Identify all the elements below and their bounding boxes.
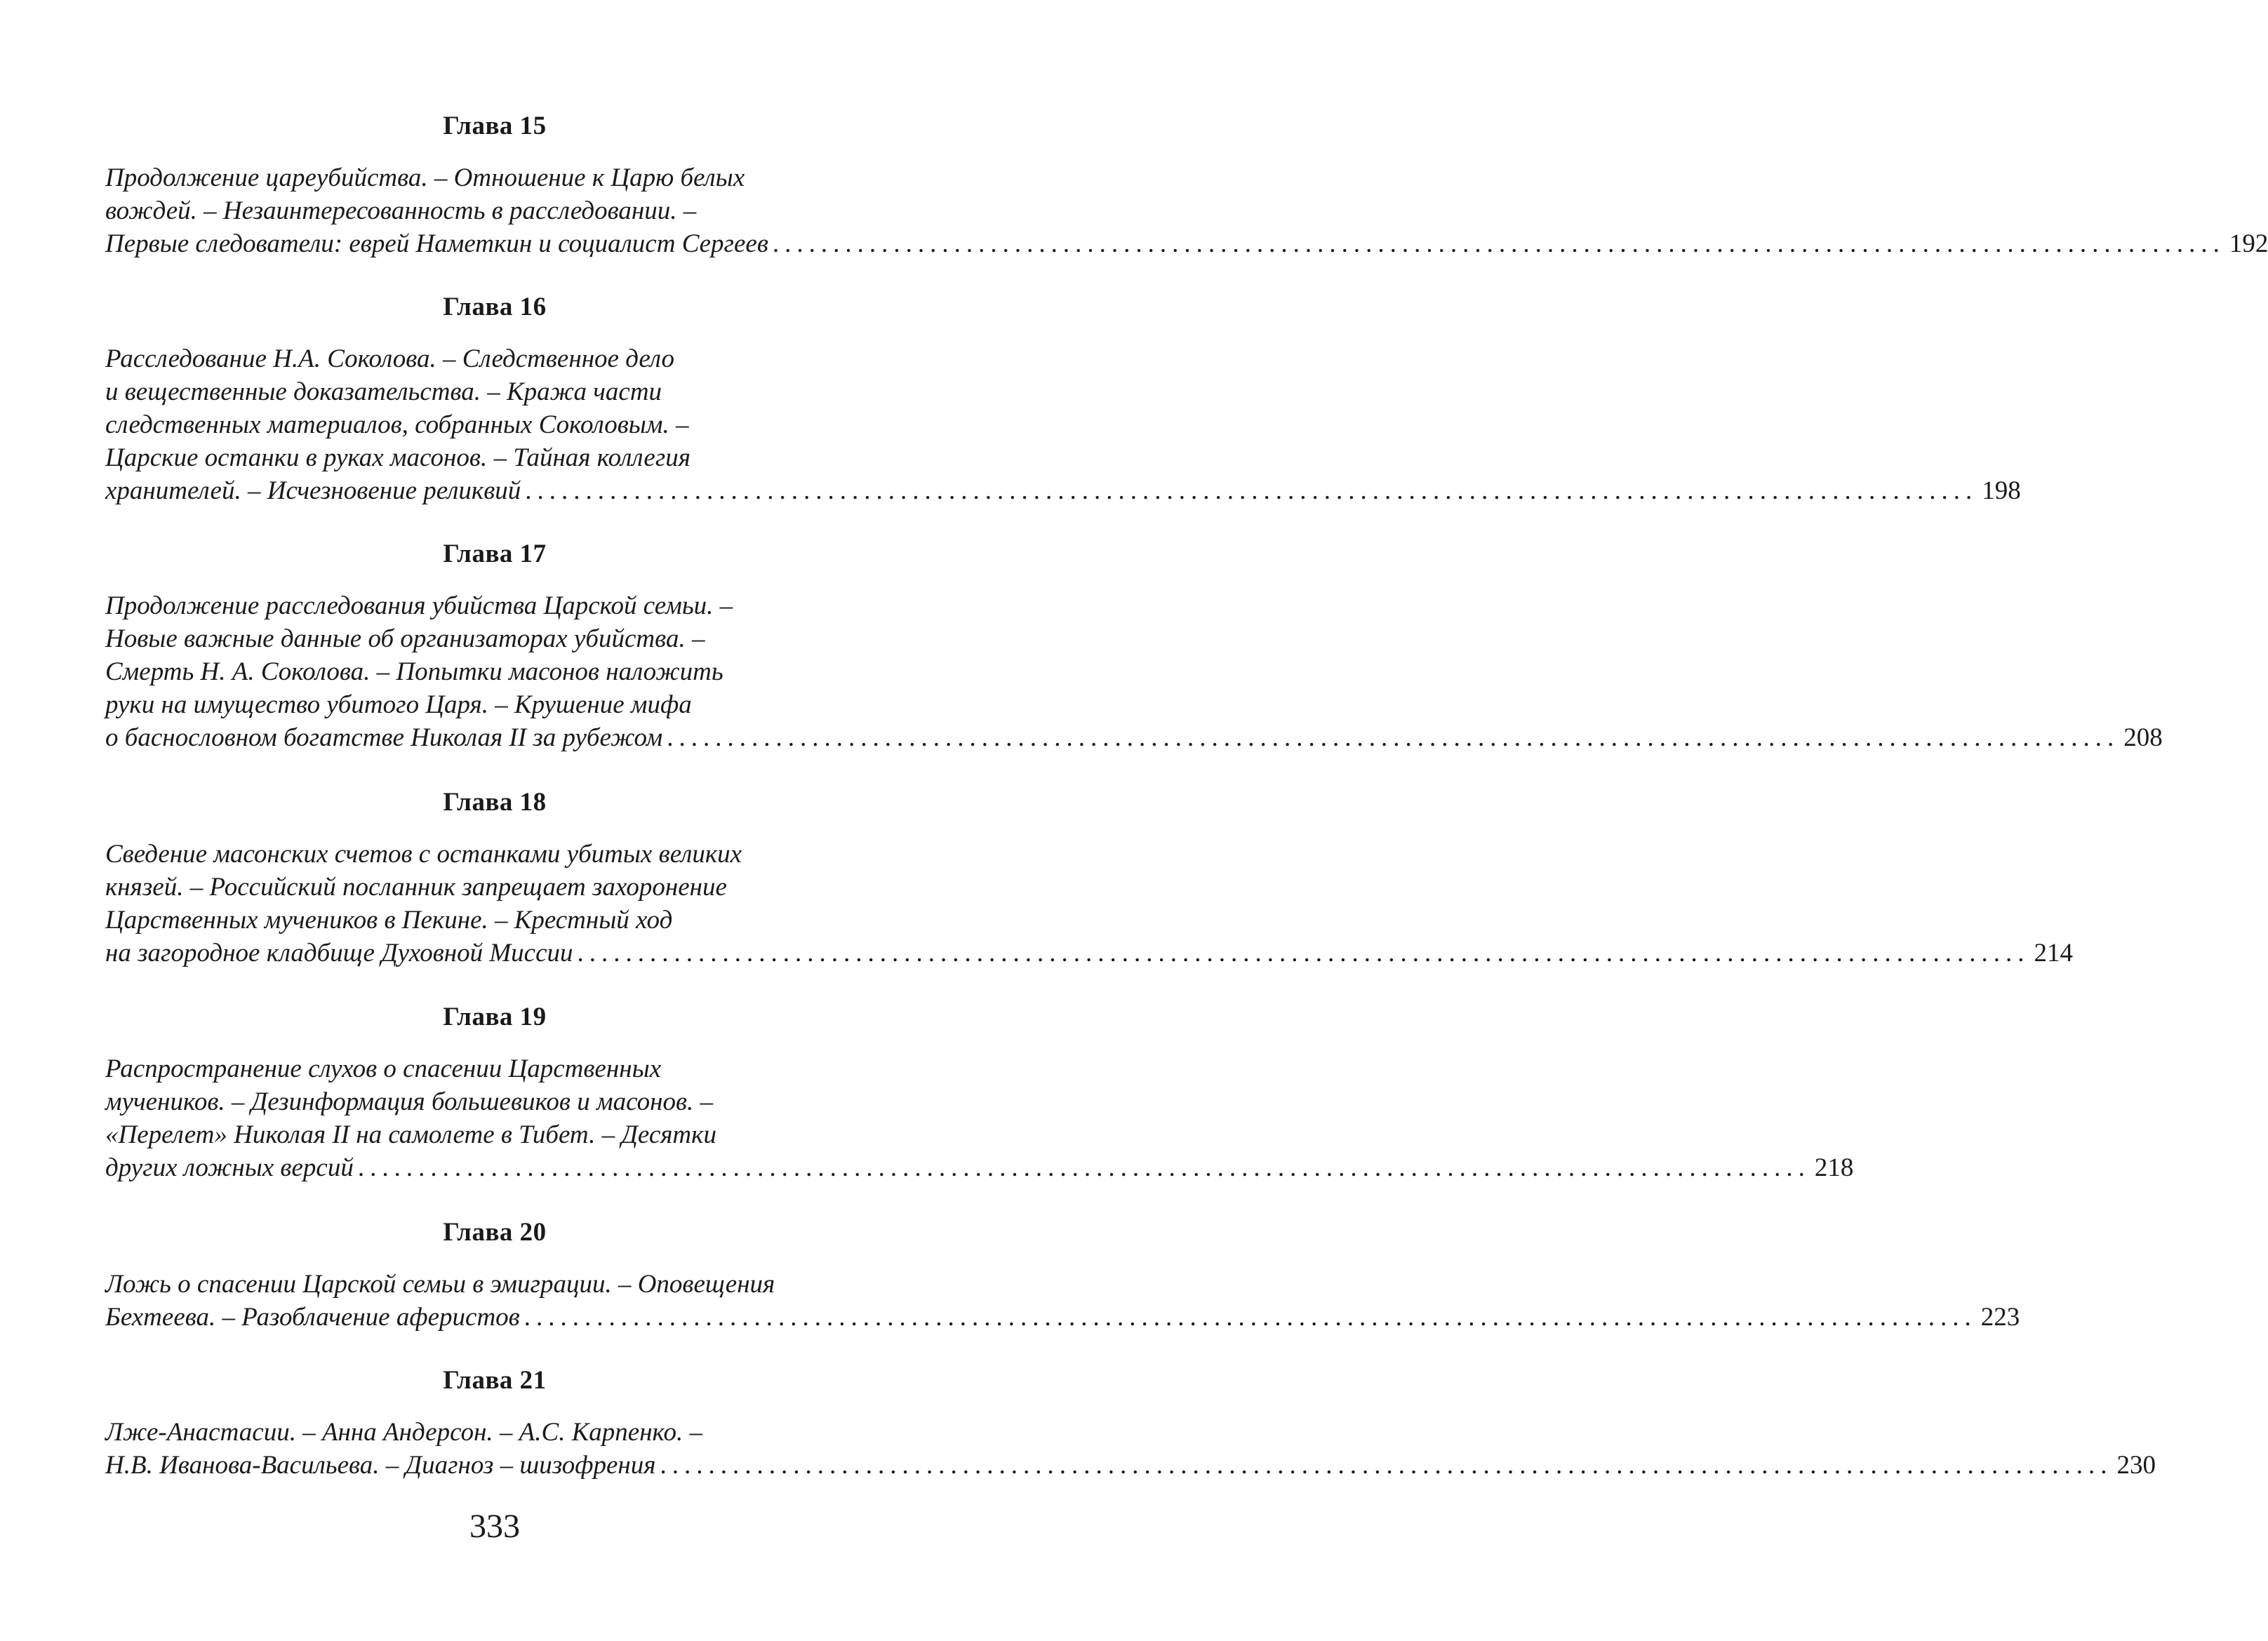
chapter-description <box>105 1052 1854 1184</box>
toc-page <box>105 0 2268 1641</box>
chapter-title: Глава 15 <box>443 112 547 140</box>
page-number: 333 <box>469 1508 520 1545</box>
description-line: Н.В. Иванова-Васильева. – Диагноз – шизофрения <box>105 1451 656 1480</box>
description-line: следственных материалов, собранных Соколовым. – <box>105 410 689 439</box>
chapter-description <box>105 342 2021 507</box>
description-line: Продолжение цареубийства. – Отношение к Царю белых <box>105 163 745 192</box>
toc-chapter <box>105 1003 1854 1184</box>
description-line: мучеников. – Дезинформация большевиков и масонов. – <box>105 1087 714 1116</box>
page-reference: 198 <box>1982 476 2021 505</box>
toc-chapter <box>105 1366 2156 1482</box>
dot-leader: ........................................................................................................................ <box>667 723 2120 752</box>
toc-chapter <box>105 788 2074 970</box>
description-line: Новые важные данные об организаторах убийства. – <box>105 624 705 653</box>
description-line: Расследование Н.А. Соколова. – Следственное дело <box>105 344 674 373</box>
description-line: Царственных мучеников в Пекине. – Крестный ход <box>105 906 673 935</box>
description-line: Сведение масонских счетов с останками убитых великих <box>105 840 742 869</box>
chapter-title: Глава 20 <box>443 1218 547 1247</box>
chapter-description <box>105 838 2074 970</box>
description-last-line <box>105 474 2021 507</box>
dot-leader: ........................................................................................................................ <box>523 1303 1977 1332</box>
description-last-line <box>105 1301 2020 1334</box>
description-line: князей. – Российский посланник запрещает захоронение <box>105 873 727 902</box>
description-line: и вещественные доказательства. – Кража части <box>105 377 662 406</box>
description-line: Продолжение расследования убийства Царской семьи. – <box>105 591 733 620</box>
description-last-line <box>105 937 2074 970</box>
chapter-description <box>105 1416 2156 1482</box>
description-line: о баснословном богатстве Николая II за рубежом <box>105 723 663 752</box>
chapter-description <box>105 161 2268 260</box>
dot-leader: ........................................................................................................................ <box>577 939 2030 967</box>
chapter-title: Глава 19 <box>443 1003 547 1031</box>
toc-chapter <box>105 112 2268 260</box>
description-line: Лже-Анастасии. – Анна Андерсон. – А.С. Карпенко. – <box>105 1418 702 1447</box>
chapter-description <box>105 1268 2020 1334</box>
description-last-line <box>105 227 2268 260</box>
description-line: Распространение слухов о спасении Царственных <box>105 1054 662 1083</box>
dot-leader: ........................................................................................................................ <box>660 1451 2113 1480</box>
description-line: Первые следователи: еврей Наметкин и социалист Сергеев <box>105 229 768 258</box>
description-line: руки на имущество убитого Царя. – Крушение мифа <box>105 690 692 719</box>
page-reference: 230 <box>2116 1451 2156 1480</box>
dot-leader: ........................................................................................................................ <box>357 1153 1810 1182</box>
description-line: вождей. – Незаинтересованность в расследовании. – <box>105 196 697 225</box>
chapter-title: Глава 16 <box>443 293 547 321</box>
dot-leader: ........................................................................................................................ <box>772 229 2225 258</box>
chapter-title: Глава 21 <box>443 1366 547 1395</box>
description-last-line <box>105 1151 1854 1184</box>
description-line: Царские останки в руках масонов. – Тайная коллегия <box>105 443 691 472</box>
toc-chapter <box>105 540 2163 754</box>
description-line: «Перелет» Николая II на самолете в Тибет. – Десятки <box>105 1120 716 1149</box>
page-reference: 223 <box>1980 1303 2020 1332</box>
page-reference: 214 <box>2034 939 2074 967</box>
chapter-description <box>105 589 2163 754</box>
description-line: Бехтеева. – Разоблачение аферистов <box>105 1303 520 1332</box>
description-line: на загородное кладбище Духовной Миссии <box>105 939 573 967</box>
description-line: хранителей. – Исчезновение реликвий <box>105 476 521 505</box>
toc-chapter <box>105 1218 2020 1334</box>
chapter-title: Глава 18 <box>443 788 547 817</box>
toc-chapter <box>105 293 2021 507</box>
description-line: других ложных версий <box>105 1153 354 1182</box>
chapter-title: Глава 17 <box>443 540 547 568</box>
description-last-line <box>105 1449 2156 1482</box>
page-reference: 208 <box>2123 723 2163 752</box>
description-last-line <box>105 721 2163 754</box>
page-reference: 218 <box>1814 1153 1854 1182</box>
description-line: Смерть Н. А. Соколова. – Попытки масонов наложить <box>105 657 723 686</box>
page-reference: 192 <box>2229 229 2268 258</box>
description-line: Ложь о спасении Царской семьи в эмиграции. – Оповещения <box>105 1270 775 1299</box>
dot-leader: ........................................................................................................................ <box>525 476 1978 505</box>
